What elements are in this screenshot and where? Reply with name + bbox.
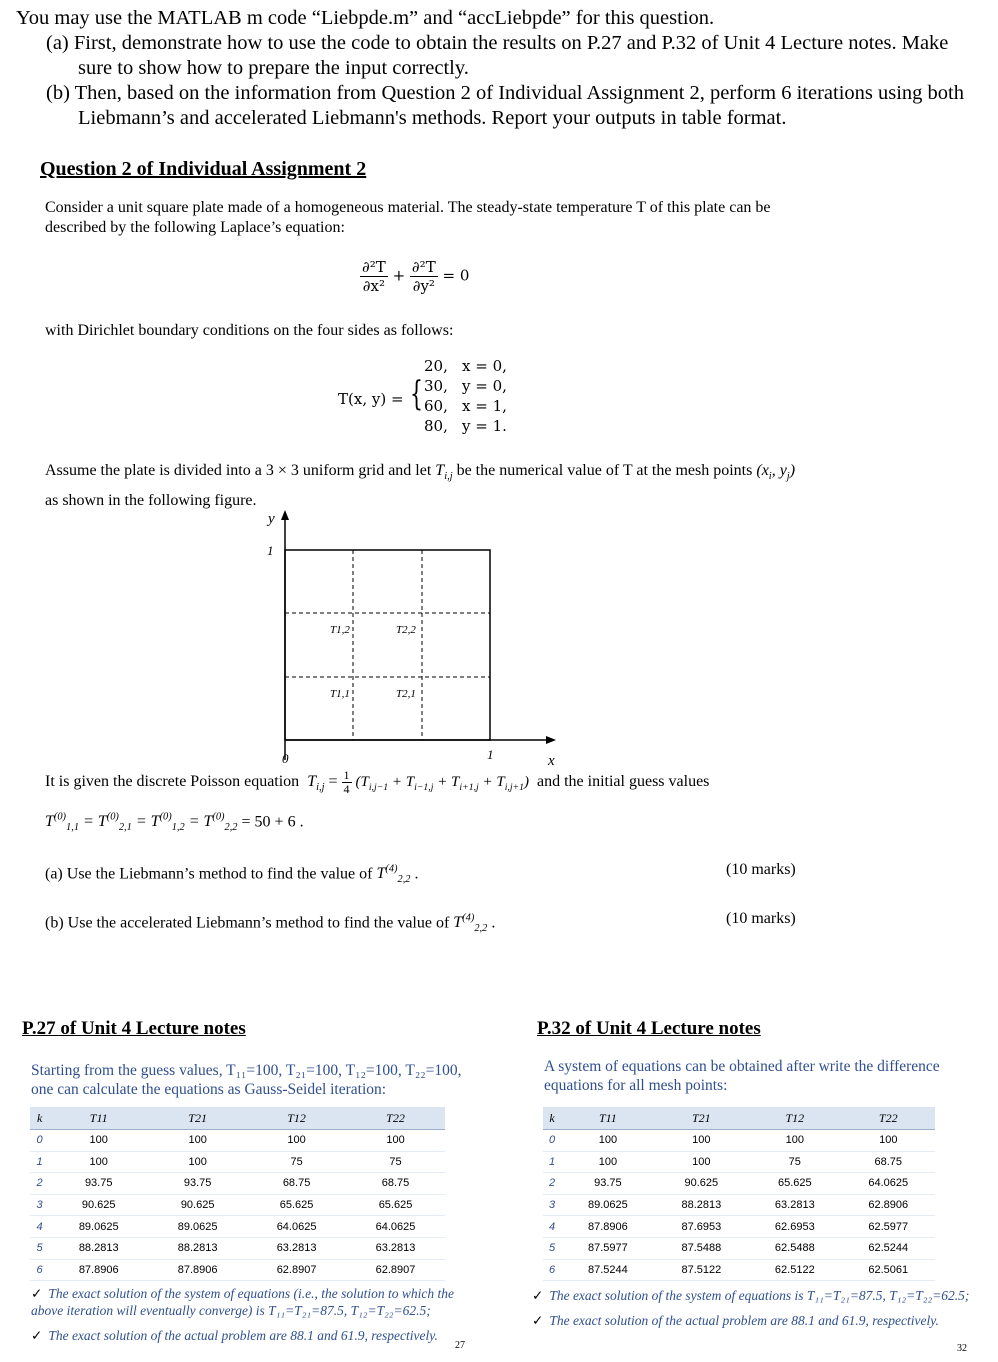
table-cell: 89.0625 [148,1216,247,1238]
table-cell: 68.75 [346,1173,445,1195]
bc-case: 60, x = 1, [424,397,507,415]
table-cell: 87.8906 [561,1216,654,1238]
iteration-index: 6 [543,1259,561,1281]
table-row [30,1194,445,1216]
table-row [543,1237,935,1259]
instructions [16,6,986,131]
right-note-1: ✓ The exact solution of the system of equations is T₁₁=T₂₁=87.5, T₁₂=T₂₂=62.5; [532,1288,970,1303]
bc-case: 30, y = 0, [424,377,507,395]
x-label: x [548,753,555,769]
table-cell: 88.2813 [148,1237,247,1259]
table-cell: 65.625 [748,1173,841,1195]
table-cell: 87.6953 [655,1216,748,1238]
laplace-num2: ∂²T [411,258,436,276]
table-cell: 100 [561,1130,654,1152]
question2-paragraph-2: with Dirichlet boundary conditions on the four sides as follows: [45,322,454,339]
intro-line: You may use the MATLAB m code “Liebpde.m” and “accLiebpde” for this question. [16,7,715,29]
initial-guess: $T^{(0)}_{1,1} = T^{(0)}_{2,1} = T^{(0)}_{1,2} = T^{(0)}_{2,2} = 50 + 6$ . [45,812,304,834]
page-number-right: 32 [957,1343,967,1354]
check-icon: ✓ [532,1313,544,1328]
table-cell: 62.5488 [748,1237,841,1259]
table-cell: 100 [247,1130,346,1152]
table-cell: 75 [748,1151,841,1173]
iteration-index: 0 [30,1130,49,1152]
table-cell: 87.8906 [49,1259,148,1281]
marks-a: (10 marks) [726,861,796,878]
table-cell: 90.625 [148,1194,247,1216]
y-one-label: 1 [267,543,274,558]
header-t11: T11 [561,1107,654,1130]
table-cell: 62.5244 [842,1237,935,1259]
table-cell: 62.8907 [247,1259,346,1281]
iteration-index: 1 [30,1151,49,1173]
table-cell: 87.5488 [655,1237,748,1259]
table-cell: 90.625 [655,1173,748,1195]
right-note-2: ✓ The exact solution of the actual problem are 88.1 and 61.9, respectively. [532,1313,939,1328]
table-row [30,1173,445,1195]
table-row [543,1151,935,1173]
question2-part-a: (a) Use the Liebmann’s method to find the value of $T^{(4)}_{2,2}$ . [45,864,419,886]
question2-part-b: (b) Use the accelerated Liebmann’s method to find the value of $T^{(4)}_{2,2}$ . [45,913,496,935]
table-cell: 64.0625 [842,1173,935,1195]
table-cell: 64.0625 [247,1216,346,1238]
table-cell: 88.2813 [49,1237,148,1259]
iteration-index: 3 [543,1194,561,1216]
iteration-index: 5 [30,1237,49,1259]
header-t22: T22 [842,1107,935,1130]
table-cell: 65.625 [247,1194,346,1216]
check-icon: ✓ [532,1288,544,1303]
table-cell: 62.5977 [842,1216,935,1238]
iteration-index: 5 [543,1237,561,1259]
table-cell: 100 [148,1151,247,1173]
table-cell: 64.0625 [346,1216,445,1238]
check-icon: ✓ [31,1286,43,1301]
question2-title: Question 2 of Individual Assignment 2 [40,158,367,180]
iteration-index: 4 [30,1216,49,1238]
node-label: T1,2 [330,624,350,636]
node-label: T1,1 [330,688,350,700]
table-cell: 87.5244 [561,1259,654,1281]
header-t12: T12 [247,1107,346,1130]
bc-case: 20, x = 0, [424,357,507,375]
mesh-figure [250,505,570,775]
marks-b: (10 marks) [726,910,796,927]
table-cell: 93.75 [148,1173,247,1195]
iteration-index: 4 [543,1216,561,1238]
table-row [30,1259,445,1281]
node-label: T2,2 [396,624,416,636]
laplace-num1: ∂²T [362,258,386,276]
table-cell: 100 [655,1151,748,1173]
table-cell: 62.8906 [842,1194,935,1216]
header-t21: T21 [148,1107,247,1130]
table-cell: 63.2813 [346,1237,445,1259]
right-iteration-table [543,1107,935,1281]
question2-paragraph-1: Consider a unit square plate made of a homogeneous material. The steady-state temperature T of this plate can be described by the following Laplace’s equation: [45,199,771,236]
table-cell: 89.0625 [49,1216,148,1238]
laplace-rhs: = 0 [442,266,470,285]
bc-case: 80, y = 1. [424,417,507,435]
right-panel-description: A system of equations can be obtained after write the difference equations for all mesh points: [544,1058,940,1094]
table-row [543,1216,935,1238]
header-t11: T11 [49,1107,148,1130]
table-cell: 93.75 [561,1173,654,1195]
table-cell: 100 [748,1130,841,1152]
table-cell: 87.5122 [655,1259,748,1281]
laplace-den1: ∂x² [362,277,385,295]
table-cell: 63.2813 [247,1237,346,1259]
header-k: k [543,1107,561,1130]
left-note-1: ✓ The exact solution of the system of equations (i.e., the solution to which the above iteration will eventually converge) is T₁₁=T₂₁=87.5, T₁₂=T₂₂=62.5; [31,1286,455,1318]
table-row [30,1130,445,1152]
table-row [543,1194,935,1216]
left-iteration-table [30,1107,445,1281]
table-cell: 100 [346,1130,445,1152]
origin-label: 0 [282,751,289,766]
header-t21: T21 [655,1107,748,1130]
iteration-index: 1 [543,1151,561,1173]
x-arrow-icon [546,736,556,744]
table-cell: 75 [346,1151,445,1173]
table-cell: 100 [655,1130,748,1152]
intro-part-b: (b) Then, based on the information from Question 2 of Individual Assignment 2, perform 6 iterations using both Liebmann’s and accelerated Liebmann's methods. Report your outputs in table format. [46,82,964,129]
table-cell: 68.75 [247,1173,346,1195]
table-header-row [30,1107,445,1130]
table-cell: 63.2813 [748,1194,841,1216]
intro-part-a: (a) First, demonstrate how to use the code to obtain the results on P.27 and P.32 of Unit 4 Lecture notes. Make sure to show how to prepare the input correctly. [46,32,949,79]
table-cell: 90.625 [49,1194,148,1216]
table-row [30,1237,445,1259]
iteration-index: 2 [30,1173,49,1195]
table-cell: 75 [247,1151,346,1173]
check-icon: ✓ [31,1328,43,1343]
iteration-index: 3 [30,1194,49,1216]
table-cell: 65.625 [346,1194,445,1216]
table-row [543,1259,935,1281]
brace-icon: { [410,374,423,414]
table-cell: 87.5977 [561,1237,654,1259]
iteration-index: 0 [543,1130,561,1152]
iteration-index: 6 [30,1259,49,1281]
header-t22: T22 [346,1107,445,1130]
left-panel-description: Starting from the guess values, T₁₁=100, T₂₁=100, T₁₂=100, T₂₂=100, one can calculate the equations as Gauss-Seidel iteration: [31,1062,462,1098]
left-note-2: ✓ The exact solution of the actual problem are 88.1 and 61.9, respectively. [31,1328,438,1343]
right-panel-title: P.32 of Unit 4 Lecture notes [537,1018,761,1039]
table-header-row [543,1107,935,1130]
table-row [30,1151,445,1173]
iteration-index: 2 [543,1173,561,1195]
table-cell: 87.8906 [148,1259,247,1281]
header-t12: T12 [748,1107,841,1130]
question2-paragraph-3: Assume the plate is divided into a 3 × 3 uniform grid and let $T_{i,j}$ be the numerical value of T at the mesh points ($x_i$, $y_j$) as shown in the following figure. [45,462,796,510]
table-cell: 100 [561,1151,654,1173]
table-cell: 93.75 [49,1173,148,1195]
table-row [543,1130,935,1152]
table-cell: 62.6953 [748,1216,841,1238]
laplace-den2: ∂y² [412,277,435,295]
x-one-label: 1 [487,747,494,762]
table-cell: 68.75 [842,1151,935,1173]
table-cell: 88.2813 [655,1194,748,1216]
poisson-line: It is given the discrete Poisson equation $T_{i,j}$ = $\frac{1}{4}$ $(T_{i,j-1} + T_{i-1,j} + T_{i+1,j} + T_{i,j+1})$ and the initial guess values [45,767,710,796]
table-cell: 62.8907 [346,1259,445,1281]
table-row [543,1173,935,1195]
table-cell: 100 [49,1130,148,1152]
y-label: y [268,511,275,527]
y-arrow-icon [281,510,289,520]
table-cell: 62.5122 [748,1259,841,1281]
table-cell: 100 [49,1151,148,1173]
table-cell: 100 [148,1130,247,1152]
left-panel-title: P.27 of Unit 4 Lecture notes [22,1018,246,1039]
bc-lhs: T(x, y) = [338,390,404,408]
table-cell: 100 [842,1130,935,1152]
laplace-equation: $\frac{\text{∂²T}}{\text{∂x²}}$ + $\frac{\text{∂²T}}{\text{∂y²}}$ = 0 [362,258,470,295]
header-k: k [30,1107,49,1130]
node-label: T2,1 [396,688,416,700]
page-number-left: 27 [455,1340,465,1351]
table-row [30,1216,445,1238]
bc-cases [424,356,507,436]
table-cell: 62.5061 [842,1259,935,1281]
table-cell: 89.0625 [561,1194,654,1216]
plate-boundary [285,550,490,740]
